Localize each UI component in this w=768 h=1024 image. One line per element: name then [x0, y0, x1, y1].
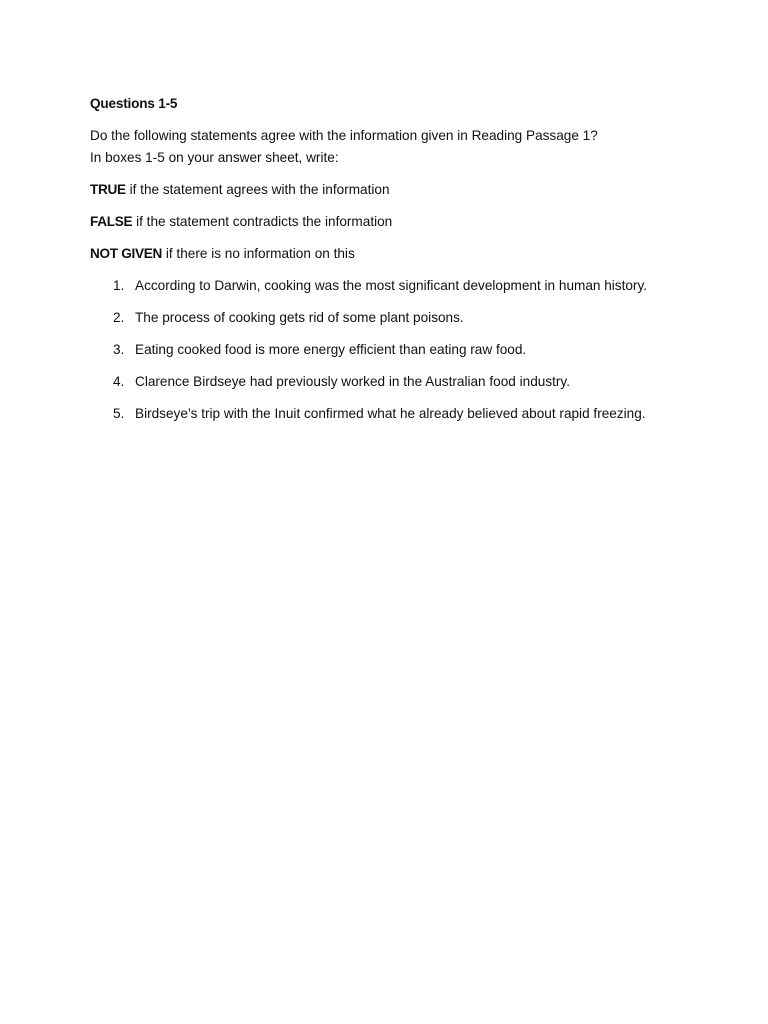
- question-item: [90, 371, 690, 393]
- question-item: [90, 403, 690, 425]
- definition-false: [90, 211, 690, 233]
- question-number: 3.: [113, 342, 125, 357]
- definition-text: if the statement agrees with the information: [125, 182, 390, 197]
- question-text: Clarence Birdseye had previously worked in the Australian food industry.: [135, 374, 570, 389]
- question-item: [90, 307, 690, 329]
- instructions: [90, 125, 690, 169]
- definition-term: NOT GIVEN: [90, 246, 163, 261]
- definition-not-given: [90, 243, 690, 265]
- question-item: [90, 275, 690, 297]
- question-text: According to Darwin, cooking was the most significant development in human history.: [135, 278, 648, 293]
- questions-heading: Questions 1-5: [90, 96, 178, 111]
- question-number: 1.: [113, 278, 125, 293]
- question-text: Eating cooked food is more energy efficient than eating raw food.: [135, 342, 527, 357]
- definition-text: if the statement contradicts the information: [132, 214, 393, 229]
- question-text: The process of cooking gets rid of some plant poisons.: [135, 310, 464, 325]
- question-number: 4.: [113, 374, 125, 389]
- definition-true: [90, 179, 690, 201]
- definition-text: if there is no information on this: [162, 246, 355, 261]
- question-list: [90, 275, 690, 425]
- instruction-line-1: Do the following statements agree with the information given in Reading Passage 1?: [90, 128, 598, 143]
- instruction-line-2: In boxes 1-5 on your answer sheet, write:: [90, 150, 339, 165]
- definition-term: FALSE: [90, 214, 133, 229]
- question-item: [90, 339, 690, 361]
- definition-term: TRUE: [90, 182, 126, 197]
- question-number: 2.: [113, 310, 125, 325]
- document-content: [90, 93, 690, 435]
- question-text: Birdseye’s trip with the Inuit confirmed what he already believed about rapid freezing.: [135, 406, 646, 421]
- question-number: 5.: [113, 406, 125, 421]
